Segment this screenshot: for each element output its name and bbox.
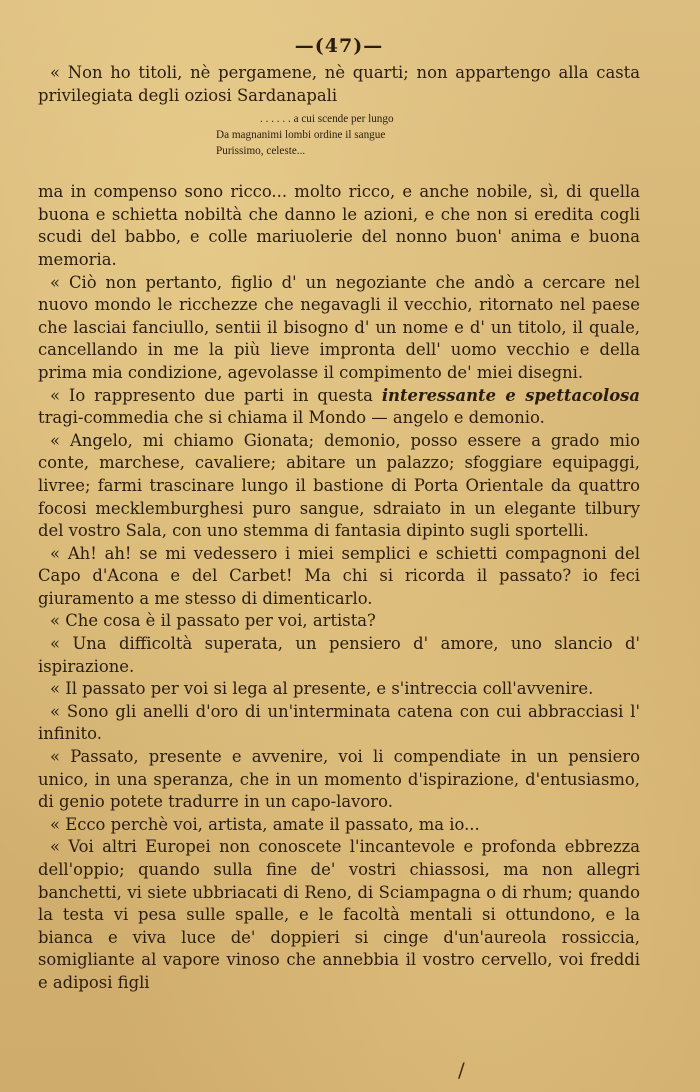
emphasized-text: interessante e spettacolosa bbox=[381, 385, 640, 405]
paragraph: « Sono gli anelli d'oro di un'interminata catena con cui abbracciasi l' infinito. bbox=[38, 701, 640, 744]
paragraph: « Ciò non pertanto, figlio d' un negoziante che andò a cercare nel nuovo mondo le ricchezze che negavagli il vecchio, ritornato nel paese che lasciai fanciullo, sentii il bisogno d' un nome e d' un titolo, il quale, cancellando in me la più lieve impronta dell' uomo vecchio e della prima mia condizione, agevolasse il compimento de' miei disegni. bbox=[38, 272, 640, 382]
text-run: tragi-commedia che si chiama il Mondo — angelo e demonio. bbox=[38, 408, 545, 428]
verse-quotation bbox=[216, 111, 640, 159]
book-page bbox=[38, 34, 640, 995]
page-number: —(47)— bbox=[294, 35, 384, 57]
paragraph: « Angelo, mi chiamo Gionata; demonio, posso essere a grado mio conte, marchese, cavaliere; abitare un palazzo; sfoggiare equipaggi, livree; farmi trascinare lungo il bastione di Porta Orientale da quattro focosi mecklemburghesi puro sangue, sdraiato in un elegante tilbury del vostro Sala, con uno stemma di fantasia dipinto sugli sportelli. bbox=[38, 430, 640, 541]
paragraph: « Ah! ah! se mi vedessero i miei semplici e schietti compagnoni del Capo d'Acona e del Carbet! Ma chi si ricorda il passato? io feci giuramento a me stesso di dimenticarlo. bbox=[38, 543, 640, 608]
stray-mark: / bbox=[458, 1058, 465, 1082]
paragraph: « Voi altri Europei non conoscete l'incantevole e profonda ebbrezza dell'oppio; quando sulla fine de' vostri chiassosi, ma non allegri banchetti, vi siete ubbriacati di Reno, di Sciampagna o di rhum; quando la testa vi pesa sulle spalle, e le facoltà mentali si ottundono, e la bianca e viva luce de' doppieri si cinge d'un'aureola rossiccia, somigliante al vapore vinoso che annebbia il vostro cervello, voi freddi e adiposi figli bbox=[38, 837, 640, 992]
paragraph: « Passato, presente e avvenire, voi li compendiate in un pensiero unico, in una speranza, che in un momento d'ispirazione, d'entusiasmo, di genio potete tradurre in un capo-lavoro. bbox=[38, 747, 640, 812]
paragraph: « Il passato per voi si lega al presente, e s'intreccia coll'avvenire. bbox=[50, 679, 594, 699]
verse-line: Purissimo, celeste... bbox=[216, 145, 306, 158]
text-run: « Io rappresento due parti in questa bbox=[50, 385, 382, 405]
paragraph: « Che cosa è il passato per voi, artista? bbox=[50, 611, 376, 631]
paragraph: « Una difficoltà superata, un pensiero d' amore, uno slancio d' ispirazione. bbox=[38, 634, 640, 676]
paragraph: « Ecco perchè voi, artista, amate il passato, ma io... bbox=[50, 814, 480, 834]
paragraph: ma in compenso sono ricco... molto ricco, e anche nobile, sì, di quella buona e schietta nobiltà che danno le azioni, e che non si eredita cogli scudi del babbo, e colle mariuolerie del nonno buon' anima e buona memoria. bbox=[38, 182, 640, 269]
verse-line: . . . . . . a cui scende per lungo bbox=[260, 113, 394, 126]
paragraph bbox=[38, 385, 640, 430]
verse-line: Da magnanimi lombi ordine il sangue bbox=[216, 129, 386, 142]
paragraph: « Non ho titoli, nè pergamene, nè quarti; non appartengo alla casta privilegiata degli oziosi Sardanapali bbox=[38, 63, 640, 105]
